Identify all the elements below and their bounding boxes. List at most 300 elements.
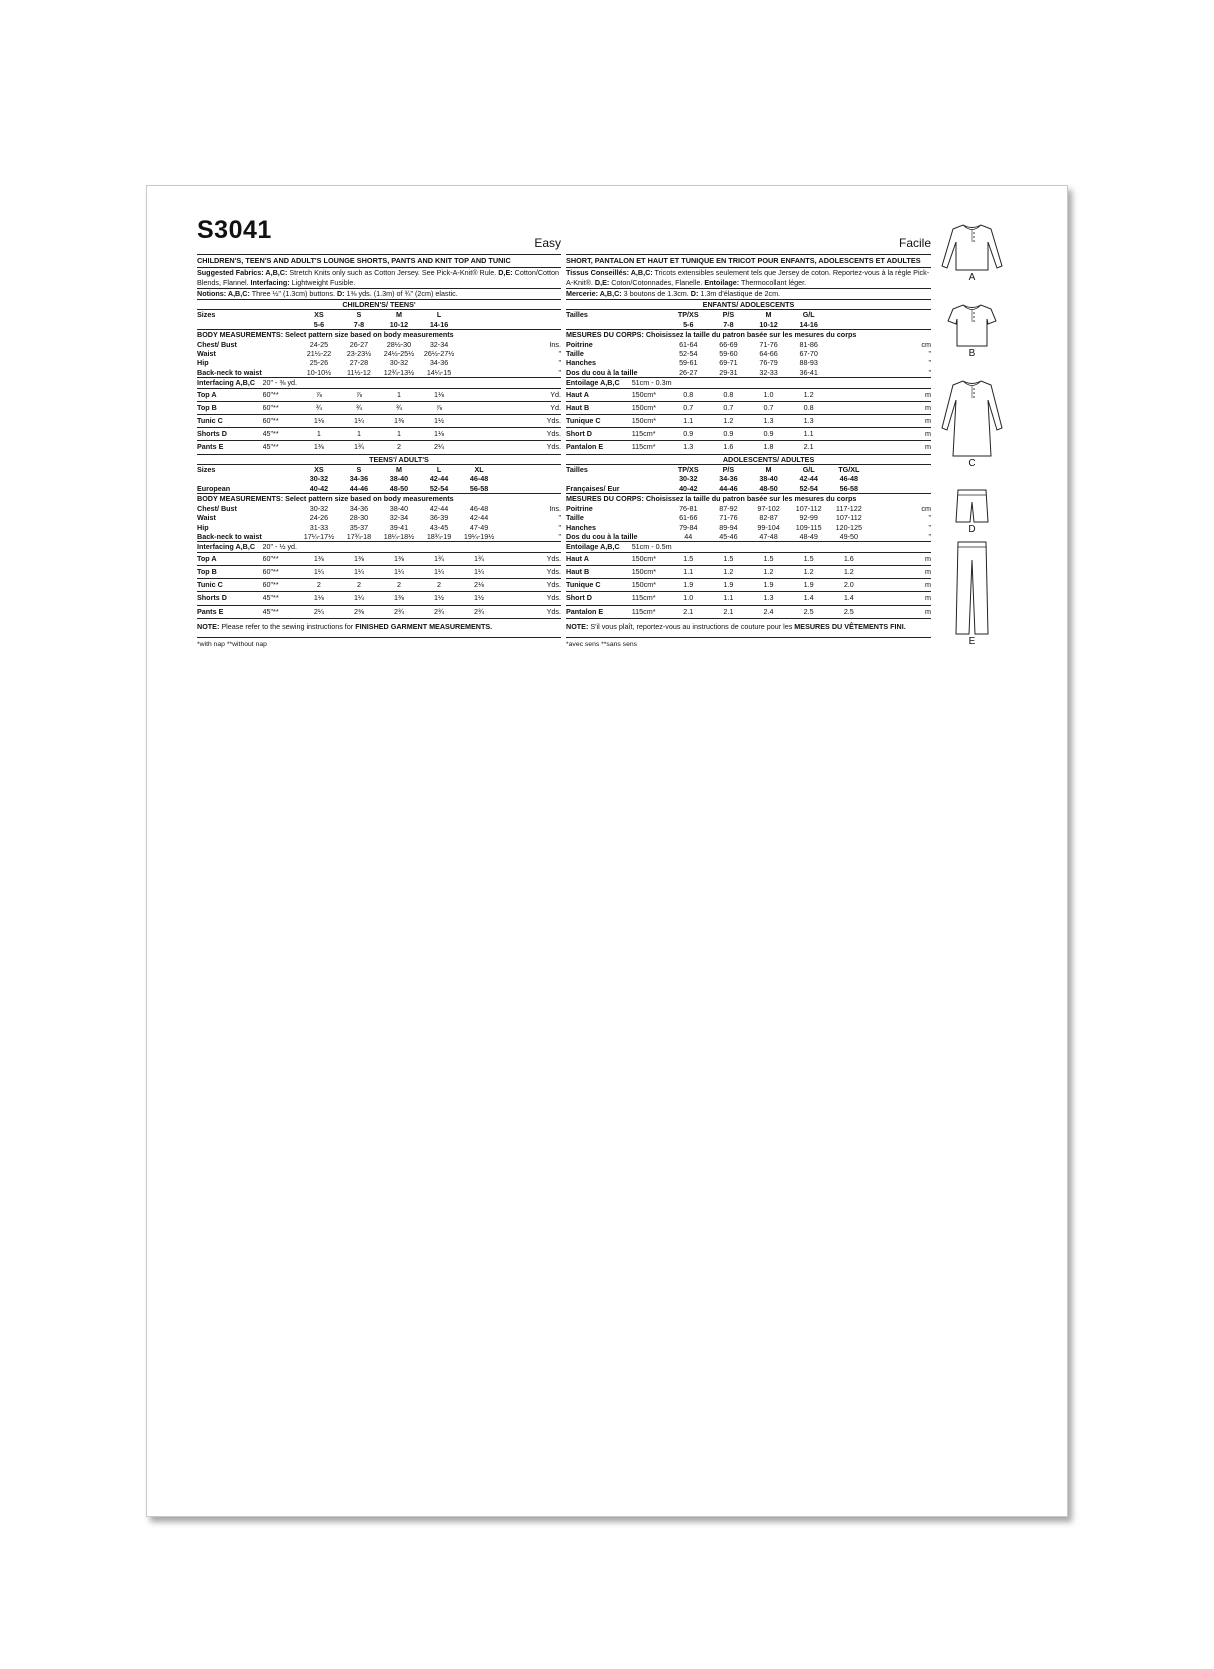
measurement-value: 25-26: [309, 358, 329, 368]
fabric-width: 60"**: [263, 415, 299, 428]
empty-cell: [499, 465, 561, 475]
yardage-value: 2: [419, 579, 459, 592]
group-header: [566, 454, 931, 464]
empty-cell: [829, 441, 869, 454]
top-a-icon: [941, 222, 1003, 272]
european-size-cell: 40-42: [299, 484, 339, 494]
age-cell: 5-6: [668, 320, 708, 330]
sizes-row: [197, 465, 561, 475]
tunic-c-icon: [941, 378, 1003, 458]
fabric-width: 60"**: [263, 401, 299, 414]
measurement-value: 17¼-17½: [299, 532, 339, 542]
body-measurements-heading: [197, 330, 561, 340]
fabric-width: 115cm*: [632, 605, 669, 618]
empty-cell: [459, 368, 499, 378]
yardage-value: 1.4: [789, 592, 829, 605]
yardage-value: 2.4: [748, 605, 788, 618]
european-label: European: [197, 484, 299, 494]
yardage-value: 1: [339, 428, 379, 441]
yardage-value: 1⅛: [299, 592, 339, 605]
measurement-value: 27-28: [349, 358, 369, 368]
yardage-row: [197, 441, 561, 454]
body-measurements-heading: [566, 330, 931, 340]
shorts-d-icon: [955, 488, 989, 524]
unit-cell: Yds.: [499, 441, 561, 454]
age-cell: 34-36: [349, 474, 369, 484]
empty-cell: [459, 358, 499, 367]
view-label-cell: Shorts D: [197, 592, 263, 605]
interfacing-value: 51cm - 0.5m: [632, 542, 931, 552]
european-size-cell: 56-58: [829, 484, 869, 494]
yardage-value: 0.7: [668, 401, 708, 414]
european-size-cell: 56-58: [459, 484, 499, 494]
measurement-value: 24½-25½: [383, 349, 415, 359]
yardage-value: 1⅜: [379, 415, 419, 428]
measurement-row: [197, 523, 561, 532]
age-cell: 7-8: [708, 320, 748, 330]
measurement-label: Hanches: [566, 522, 596, 532]
yardage-value: 2¼: [299, 605, 339, 618]
measurement-value: 24-25: [309, 339, 329, 349]
view-label: E: [968, 636, 976, 647]
measurement-value: 36-39: [429, 513, 449, 523]
yardage-value: 1¼: [339, 415, 379, 428]
unit-cell: ": [928, 522, 931, 532]
measurement-value: 87-92: [719, 503, 738, 513]
empty-cell: [566, 320, 632, 330]
empty-cell: [197, 474, 263, 483]
yardage-value: 1: [379, 428, 419, 441]
unit-cell: Yd.: [499, 388, 561, 401]
measurement-row: [197, 340, 561, 349]
measurement-label: Hanches: [566, 358, 596, 368]
unit-cell: m: [869, 441, 931, 454]
header: [197, 216, 561, 252]
unit-cell: m: [869, 552, 931, 565]
sizes-row: [197, 310, 561, 320]
yardage-value: ¾: [339, 401, 379, 414]
size-cell: P/S: [722, 310, 735, 320]
sizes-label: Tailles: [566, 310, 588, 320]
age-cell: 30-32: [679, 474, 698, 484]
unit-cell: Yds.: [499, 592, 561, 605]
size-chart: [566, 300, 931, 619]
interfacing-label: Interfacing A,B,C: [197, 378, 263, 388]
measurement-value: 19¼-19½: [459, 532, 499, 542]
yardage-value: 1.3: [789, 415, 829, 428]
measurement-value: 35-37: [349, 522, 369, 532]
empty-cell: [829, 310, 869, 320]
view-label: A: [968, 272, 976, 283]
fabric-width: 60"**: [263, 552, 299, 565]
measurement-value: 26½-27½: [423, 349, 455, 359]
empty-cell: [632, 454, 669, 464]
empty-cell: [459, 310, 499, 320]
fabric-width: 150cm*: [632, 415, 669, 428]
yardage-row: [566, 428, 931, 441]
empty-cell: [263, 320, 299, 330]
view-label-cell: Tunique C: [566, 415, 632, 428]
yardage-value: 1¼: [299, 565, 339, 578]
empty-cell: [459, 388, 499, 401]
group-header: [197, 300, 561, 310]
suggested-fabrics: Suggested Fabrics: A,B,C: Stretch Knits only such as Cotton Jersey. See Pick-A-Knit® Rule. D,E: Cotton/Cotton Blends, Flannel. Interfacing: Lightweight Fusible.: [197, 268, 560, 287]
measurement-label: Back-neck to waist: [197, 532, 299, 542]
fabric-width: 150cm*: [632, 401, 669, 414]
empty-cell: [632, 320, 669, 330]
empty-cell: [263, 310, 299, 320]
size-table: [197, 300, 561, 619]
size-table: [566, 300, 931, 619]
measurement-value: 18¾-19: [419, 532, 459, 542]
empty-cell: [869, 454, 931, 464]
view-label-cell: Short D: [566, 592, 632, 605]
size-cell: TP/XS: [677, 310, 699, 320]
interfacing-row: [566, 378, 931, 388]
yardage-row: [566, 565, 931, 578]
yardage-row: [197, 592, 561, 605]
measurement-value: 29-31: [708, 368, 748, 378]
measurement-value: 42-44: [469, 513, 489, 523]
empty-cell: [829, 349, 869, 358]
empty-cell: [459, 401, 499, 414]
measurement-value: 52-54: [679, 349, 698, 359]
unit-cell: Yds.: [499, 428, 561, 441]
group-header-label: TEENS'/ ADULT'S: [299, 454, 499, 464]
measurement-row: [566, 358, 931, 367]
view-label-cell: Haut B: [566, 565, 632, 578]
measurement-value: 34-36: [429, 358, 449, 368]
fabric-width: 45"**: [263, 605, 299, 618]
empty-cell: [263, 454, 299, 464]
fabric-width: 60"**: [263, 388, 299, 401]
measurement-label: Poitrine: [566, 339, 593, 349]
unit-cell: ": [499, 368, 561, 378]
european-size-cell: 44-46: [339, 484, 379, 494]
fabric-width: 150cm*: [632, 579, 669, 592]
yardage-row: [197, 579, 561, 592]
unit-cell: Yds.: [499, 415, 561, 428]
measurement-value: 47-48: [748, 532, 788, 542]
measurement-value: 45-46: [708, 532, 748, 542]
yardage-value: 1⅛: [419, 428, 459, 441]
measurement-label: Dos du cou à la taille: [566, 368, 668, 378]
interfacing-row: [566, 542, 931, 552]
empty-cell: [263, 474, 299, 483]
interfacing-value: 20" - ⅜ yd.: [263, 378, 561, 388]
age-cell: 42-44: [799, 474, 818, 484]
age-cell: 38-40: [759, 474, 778, 484]
view-label-cell: Short D: [566, 428, 632, 441]
measurement-label: Chest/ Bust: [197, 503, 237, 513]
measurement-value: 88-93: [799, 358, 818, 368]
age-cell: 38-40: [389, 474, 409, 484]
fabric-width: 150cm*: [632, 565, 669, 578]
measurement-value: 30-32: [309, 503, 329, 513]
yardage-value: 1.5: [668, 552, 708, 565]
fabric-width: 60"**: [263, 565, 299, 578]
yardage-value: 1.6: [708, 441, 748, 454]
size-cell: XS: [314, 310, 324, 320]
empty-cell: [829, 300, 869, 310]
measurement-value: 47-49: [469, 522, 489, 532]
view-label: D: [968, 524, 976, 535]
yardage-row: [566, 401, 931, 414]
measurement-value: 34-36: [349, 503, 369, 513]
yardage-value: 1¼: [379, 565, 419, 578]
yardage-value: 1.9: [748, 579, 788, 592]
yardage-value: 1⅜: [299, 441, 339, 454]
view-label-cell: Haut A: [566, 552, 632, 565]
measurement-value: 21½-22: [306, 349, 332, 359]
empty-cell: [499, 310, 561, 320]
measurement-label: Taille: [566, 513, 584, 523]
yardage-value: ⅞: [299, 388, 339, 401]
pattern-number: S3041: [197, 216, 272, 244]
view-label-cell: Tunique C: [566, 579, 632, 592]
empty-cell: [459, 349, 499, 358]
yardage-value: 1⅜: [299, 552, 339, 565]
yardage-value: 2: [339, 579, 379, 592]
size-cell: P/S: [722, 465, 735, 475]
age-cell: 7-8: [339, 320, 379, 330]
size-cell: M: [395, 310, 402, 320]
empty-cell: [499, 474, 561, 483]
size-chart: [197, 300, 561, 619]
yardage-value: 0.9: [668, 428, 708, 441]
measurement-row: [566, 513, 931, 522]
footnote: *with nap **without nap: [197, 640, 267, 648]
size-cell: TG/XL: [838, 465, 860, 475]
yardage-value: 2¾: [379, 605, 419, 618]
pattern-title: SHORT, PANTALON ET HAUT ET TUNIQUE EN TRICOT POUR ENFANTS, ADOLESCENTS ET ADULTES: [566, 254, 931, 268]
yardage-value: 1.0: [668, 592, 708, 605]
yardage-row: [566, 605, 931, 618]
yardage-value: 0.8: [668, 388, 708, 401]
empty-cell: [197, 300, 263, 310]
notions: Notions: A,B,C: Three ½" (1.3cm) buttons. D: 1⅜ yds. (1.3m) of ¾" (2cm) elastic.: [197, 289, 561, 300]
yardage-value: 1⅜: [379, 592, 419, 605]
size-cell: XS: [314, 465, 324, 475]
european-size-cell: 44-46: [708, 484, 748, 494]
yardage-value: 1.1: [668, 565, 708, 578]
measurement-value: 107-112: [835, 513, 862, 523]
unit-cell: cm: [921, 339, 931, 349]
measurement-value: 32-34: [429, 339, 449, 349]
measurement-value: 28-30: [349, 513, 369, 523]
unit-cell: cm: [921, 503, 931, 513]
yardage-value: 2⅜: [339, 605, 379, 618]
yardage-value: 1¼: [459, 565, 499, 578]
measurement-value: 43-45: [429, 522, 449, 532]
yardage-value: 1.2: [748, 565, 788, 578]
yardage-value: 2¼: [419, 441, 459, 454]
body-measurements-label: BODY MEASUREMENTS: Select pattern size based on body measurements: [197, 494, 454, 504]
european-row: [197, 484, 561, 494]
measurement-value: 17¾-18: [339, 532, 379, 542]
empty-cell: [829, 358, 869, 367]
yardage-row: [566, 441, 931, 454]
yardage-value: 1.9: [668, 579, 708, 592]
yardage-value: 1.6: [829, 552, 869, 565]
unit-cell: ": [558, 358, 561, 368]
group-header-label: CHILDREN'S/ TEENS': [299, 300, 459, 310]
yardage-value: 2: [379, 441, 419, 454]
measurement-value: 107-112: [795, 503, 822, 513]
measurement-value: 32-34: [389, 513, 409, 523]
unit-cell: ": [558, 349, 561, 359]
measurement-value: 69-71: [719, 358, 738, 368]
measurement-value: 71-76: [759, 339, 778, 349]
size-cell: L: [436, 310, 442, 320]
yardage-value: 1.2: [789, 388, 829, 401]
yardage-value: 1¾: [419, 552, 459, 565]
measurement-row: [197, 349, 561, 358]
top-b-icon: [947, 302, 997, 348]
empty-cell: [869, 310, 931, 320]
yardage-value: 2: [299, 579, 339, 592]
empty-cell: [829, 415, 869, 428]
measurement-row: [566, 523, 931, 532]
yardage-value: 1¾: [339, 441, 379, 454]
measurement-value: 117-122: [835, 503, 862, 513]
age-cell: 14-16: [789, 320, 829, 330]
notions: Mercerie: A,B,C: 3 boutons de 1.3cm. D: 1.3m d'élastique de 2cm.: [566, 289, 931, 300]
fabric-width: 115cm*: [632, 428, 669, 441]
unit-cell: ": [558, 513, 561, 523]
body-measurements-heading: [566, 494, 931, 504]
unit-cell: m: [869, 565, 931, 578]
yardage-value: 0.9: [748, 428, 788, 441]
age-cell: 10-12: [748, 320, 788, 330]
suggested-fabrics: Tissus Conseillés: A,B,C: Tricots extensibles seulement tels que Jersey de coton. Reportez-vous à la règle Pick-A-Knit®. D,E: Coton/Cotonnades, Flanelle. Entoilage: Thermocollant léger.: [566, 268, 930, 287]
size-cell: XL: [474, 465, 484, 475]
difficulty-level: Easy: [534, 236, 561, 250]
difficulty-level: Facile: [898, 236, 931, 250]
yardage-value: 1.2: [708, 415, 748, 428]
age-cell: 14-16: [419, 320, 459, 330]
measurement-value: 109-115: [795, 522, 822, 532]
view-label-cell: Tunic C: [197, 579, 263, 592]
empty-cell: [829, 401, 869, 414]
yardage-value: 2.5: [829, 605, 869, 618]
pattern-title: CHILDREN'S, TEEN'S AND ADULT'S LOUNGE SHORTS, PANTS AND KNIT TOP AND TUNIC: [197, 254, 561, 268]
yardage-value: 1.5: [789, 552, 829, 565]
measurement-row: [197, 368, 561, 378]
yardage-value: 1⅛: [419, 388, 459, 401]
size-cell: S: [356, 465, 362, 475]
yardage-value: ⅞: [419, 401, 459, 414]
yardage-row: [197, 401, 561, 414]
yardage-value: 1.5: [748, 552, 788, 565]
view-label-cell: Haut A: [566, 388, 632, 401]
yardage-value: 2.0: [829, 579, 869, 592]
empty-cell: [459, 320, 499, 330]
fabric-width: 45"**: [263, 428, 299, 441]
measurement-value: 42-44: [429, 503, 449, 513]
unit-cell: m: [869, 401, 931, 414]
yardage-row: [566, 388, 931, 401]
size-cell: G/L: [802, 465, 815, 475]
interfacing-value: 51cm - 0.3m: [632, 378, 931, 388]
yardage-value: 1.8: [748, 441, 788, 454]
empty-cell: [459, 415, 499, 428]
european-size-cell: 52-54: [419, 484, 459, 494]
ages-row: [197, 474, 561, 483]
empty-cell: [566, 454, 632, 464]
yardage-row: [566, 552, 931, 565]
measurement-value: 66-69: [719, 339, 738, 349]
yardage-value: 0.8: [708, 388, 748, 401]
size-cell: S: [356, 310, 362, 320]
empty-cell: [566, 300, 632, 310]
body-measurements-label: MESURES DU CORPS: Choisissez la taille du patron basée sur les mesures du corps: [566, 494, 857, 504]
size-cell: G/L: [802, 310, 815, 320]
yardage-value: 1.1: [789, 428, 829, 441]
fabric-width: 45"**: [263, 592, 299, 605]
yardage-value: 2¾: [459, 605, 499, 618]
fabric-width: 150cm*: [632, 388, 669, 401]
unit-cell: m: [869, 428, 931, 441]
unit-cell: m: [869, 388, 931, 401]
measurement-value: 99-104: [757, 522, 780, 532]
yardage-value: 1.5: [708, 552, 748, 565]
measurement-label: Waist: [197, 513, 216, 523]
unit-cell: m: [869, 415, 931, 428]
sizes-row: [566, 465, 931, 475]
view-label-cell: Shorts D: [197, 428, 263, 441]
size-cell: TP/XS: [677, 465, 699, 475]
measurement-value: 18¼-18½: [379, 532, 419, 542]
measurement-value: 79-84: [679, 522, 698, 532]
sizes-label: Sizes: [197, 465, 216, 475]
empty-cell: [829, 320, 869, 330]
empty-cell: [829, 368, 869, 378]
age-cell: 30-32: [309, 474, 329, 484]
measurement-row: [566, 349, 931, 358]
interfacing-row: [197, 542, 561, 552]
measurement-value: 31-33: [309, 522, 329, 532]
measurement-value: 39-41: [389, 522, 409, 532]
view-label-cell: Top B: [197, 565, 263, 578]
view-b: [927, 302, 1017, 359]
european-row: [566, 484, 931, 494]
yardage-value: 1.2: [789, 565, 829, 578]
measurement-value: 26-27: [349, 339, 369, 349]
yardage-value: 2.5: [789, 605, 829, 618]
yardage-value: 1.9: [708, 579, 748, 592]
measurement-value: 76-79: [759, 358, 778, 368]
yardage-value: 2: [379, 579, 419, 592]
size-cell: L: [436, 465, 442, 475]
empty-cell: [829, 388, 869, 401]
unit-cell: ": [869, 532, 931, 542]
yardage-value: ⅞: [339, 388, 379, 401]
measurement-label: Hip: [197, 522, 209, 532]
measurement-value: 23-23½: [346, 349, 372, 359]
measurement-value: 71-76: [719, 513, 738, 523]
yardage-value: 1¼: [419, 565, 459, 578]
measurement-value: 11½-12: [339, 368, 379, 378]
empty-cell: [869, 320, 931, 330]
pattern-envelope-back: [146, 185, 1068, 1517]
yardage-row: [566, 415, 931, 428]
yardage-value: 0.7: [708, 401, 748, 414]
body-measurements-heading: [197, 494, 561, 504]
body-measurements-label: MESURES DU CORPS: Choisissez la taille du patron basée sur les mesures du corps: [566, 330, 857, 340]
empty-cell: [869, 300, 931, 310]
yardage-row: [197, 565, 561, 578]
